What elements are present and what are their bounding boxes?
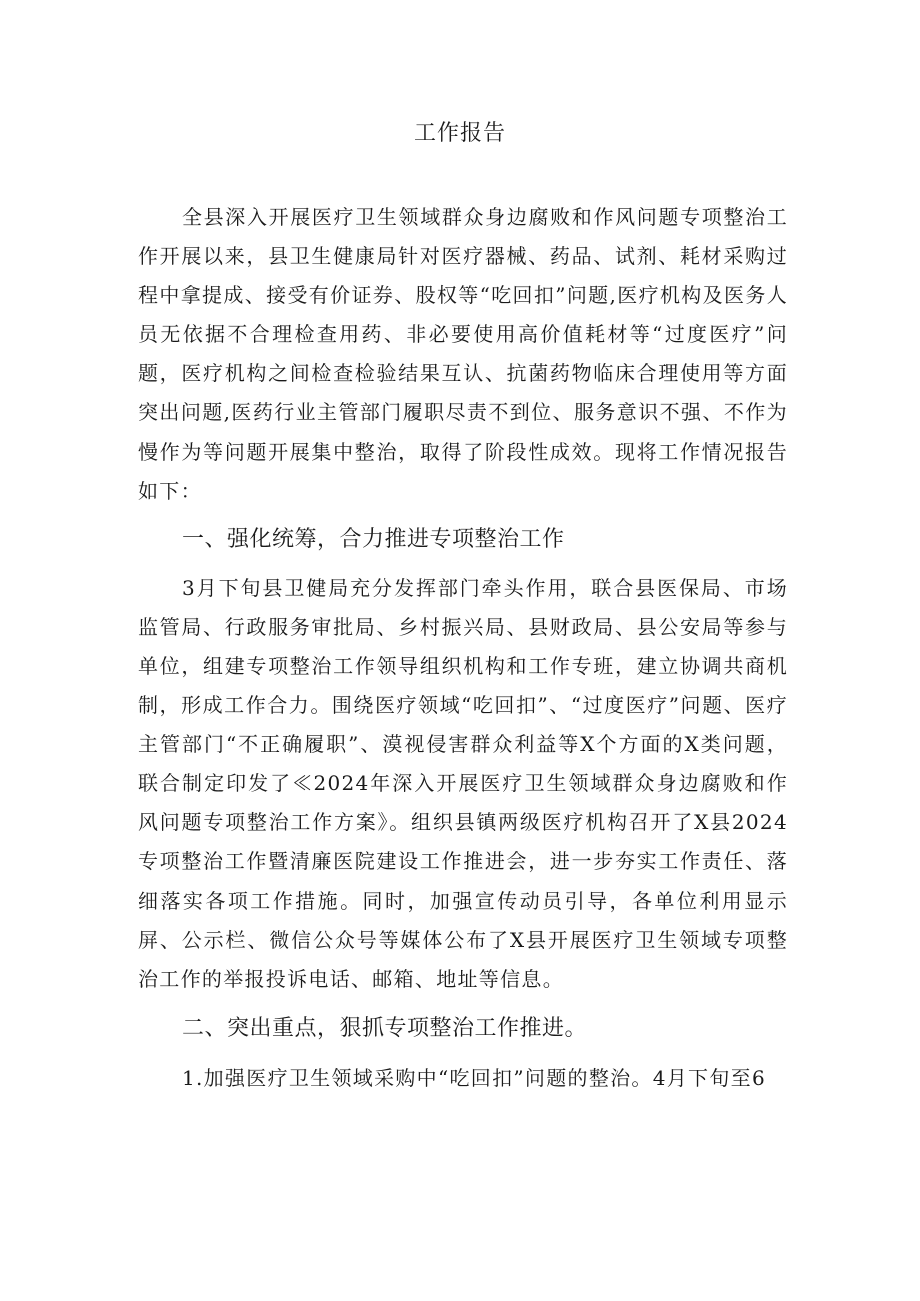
- document-title: 工作报告: [413, 121, 506, 146]
- section-heading-1: 一、强化统筹，合力推进专项整治工作: [182, 526, 565, 552]
- document-body: [138, 198, 788, 1098]
- section-heading-2: 二、突出重点，狠抓专项整治工作推进。: [182, 1015, 588, 1041]
- intro-paragraph: 全县深入开展医疗卫生领域群众身边腐败和作风问题专项整治工作开展以来，县卫生健康局针对医疗器械、药品、试剂、耗材采购过程中拿提成、接受有价证券、股权等“吃回扣”问题,医疗机构及医务人员无依据不合理检查用药、非必要使用高价值耗材等“过度医疗”问题，医疗机构之间检查检验结果互认、抗菌药物临床合理使用等方面突出问题,医药行业主管部门履职尽责不到位、服务意识不强、不作为慢作为等问题开展集中整治，取得了阶段性成效。现将工作情况报告如下：: [138, 205, 788, 503]
- section-2-item-1-paragraph: 1.加强医疗卫生领域采购中“吃回扣”问题的整治。4月下旬至6: [182, 1065, 766, 1090]
- section-1-paragraph: 3月下旬县卫健局充分发挥部门牵头作用，联合县医保局、市场监管局、行政服务审批局、乡村振兴局、县财政局、县公安局等参与单位，组建专项整治工作领导组织机构和工作专班，建立协调共商机制，形成工作合力。围绕医疗领域“吃回扣”、“过度医疗”问题、医疗主管部门“不正确履职”、漠视侵害群众利益等X个方面的X类问题，联合制定印发了≪2024年深入开展医疗卫生领域群众身边腐败和作风问题专项整治工作方案》。组织县镇两级医疗机构召开了X县2024专项整治工作暨清廉医院建设工作推进会，进一步夯实工作责任、落细落实各项工作措施。同时，加强宣传动员引导，各单位利用显示屏、公示栏、微信公众号等媒体公布了X县开展医疗卫生领域专项整治工作的举报投诉电话、邮箱、地址等信息。: [138, 575, 788, 991]
